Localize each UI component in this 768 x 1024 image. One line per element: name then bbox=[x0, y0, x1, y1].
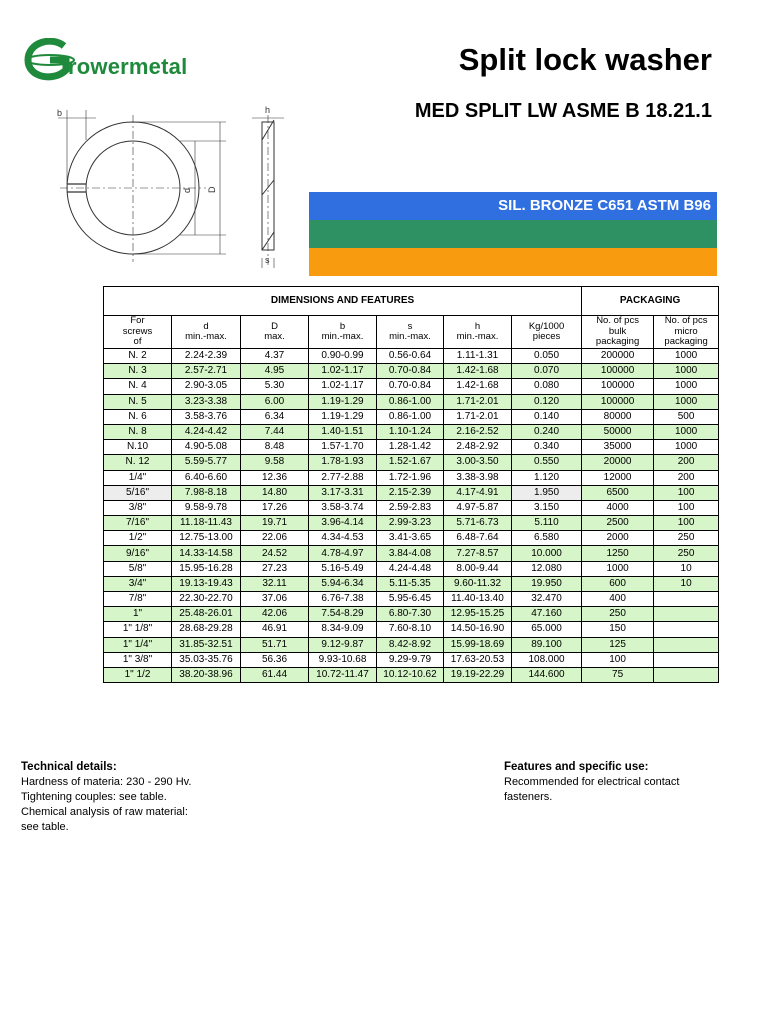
table-cell-s: 3.84-4.08 bbox=[377, 546, 444, 561]
table-cell-screw: 1/2" bbox=[104, 531, 172, 546]
column-header-line: packaging bbox=[664, 336, 708, 348]
table-cell-d: 25.48-26.01 bbox=[172, 607, 241, 622]
table-cell-d: 6.00 bbox=[241, 394, 309, 409]
table-cell-kg: 32.470 bbox=[512, 592, 582, 607]
table-cell-d: 24.52 bbox=[241, 546, 309, 561]
table-cell-d: 31.85-32.51 bbox=[172, 637, 241, 652]
table-cell-d: 7.98-8.18 bbox=[172, 485, 241, 500]
svg-text:s: s bbox=[265, 255, 270, 265]
table-cell-bulk: 100000 bbox=[582, 379, 654, 394]
column-header-b bbox=[309, 316, 377, 349]
column-header-line: min.-max. bbox=[321, 331, 364, 342]
table-row bbox=[104, 561, 719, 576]
table-cell-bulk: 2000 bbox=[582, 531, 654, 546]
table-cell-s: 3.41-3.65 bbox=[377, 531, 444, 546]
table-row bbox=[104, 455, 719, 470]
table-cell-d: 3.23-3.38 bbox=[172, 394, 241, 409]
table-cell-screw: 1/4" bbox=[104, 470, 172, 485]
table-cell-screw: 5/16" bbox=[104, 485, 172, 500]
table-cell-b: 1.40-1.51 bbox=[309, 424, 377, 439]
table-cell-h: 1.42-1.68 bbox=[444, 364, 512, 379]
table-cell-d: 19.71 bbox=[241, 516, 309, 531]
column-header-line: pieces bbox=[532, 331, 561, 342]
table-cell-bulk: 35000 bbox=[582, 440, 654, 455]
table-cell-kg: 10.000 bbox=[512, 546, 582, 561]
column-header-s bbox=[377, 316, 444, 349]
table-row bbox=[104, 607, 719, 622]
table-cell-h: 1.42-1.68 bbox=[444, 379, 512, 394]
table-cell-bulk: 100000 bbox=[582, 364, 654, 379]
table-cell-micro bbox=[654, 607, 719, 622]
table-cell-h: 9.60-11.32 bbox=[444, 576, 512, 591]
column-header-line: max. bbox=[264, 331, 285, 342]
table-cell-d: 46.91 bbox=[241, 622, 309, 637]
table-cell-kg: 12.080 bbox=[512, 561, 582, 576]
table-cell-b: 9.93-10.68 bbox=[309, 652, 377, 667]
table-cell-bulk: 4000 bbox=[582, 500, 654, 515]
table-cell-b: 6.76-7.38 bbox=[309, 592, 377, 607]
table-cell-d: 9.58-9.78 bbox=[172, 500, 241, 515]
column-header-line: b bbox=[339, 320, 346, 332]
table-cell-d: 2.90-3.05 bbox=[172, 379, 241, 394]
table-cell-d: 37.06 bbox=[241, 592, 309, 607]
table-cell-bulk: 200000 bbox=[582, 349, 654, 364]
table-cell-d: 28.68-29.28 bbox=[172, 622, 241, 637]
table-cell-s: 5.95-6.45 bbox=[377, 592, 444, 607]
table-cell-h: 5.71-6.73 bbox=[444, 516, 512, 531]
table-row bbox=[104, 500, 719, 515]
table-cell-screw: 7/8" bbox=[104, 592, 172, 607]
table-cell-bulk: 2500 bbox=[582, 516, 654, 531]
table-cell-b: 3.58-3.74 bbox=[309, 500, 377, 515]
table-cell-h: 12.95-15.25 bbox=[444, 607, 512, 622]
table-cell-micro bbox=[654, 592, 719, 607]
table-cell-s: 0.86-1.00 bbox=[377, 394, 444, 409]
table-cell-kg: 0.050 bbox=[512, 349, 582, 364]
table-cell-bulk: 100 bbox=[582, 652, 654, 667]
table-cell-micro bbox=[654, 637, 719, 652]
column-header-h bbox=[444, 316, 512, 349]
table-row bbox=[104, 485, 719, 500]
table-cell-d: 4.24-4.42 bbox=[172, 424, 241, 439]
table-cell-d: 4.95 bbox=[241, 364, 309, 379]
table-cell-micro: 100 bbox=[654, 500, 719, 515]
table-cell-micro: 1000 bbox=[654, 394, 719, 409]
table-row bbox=[104, 546, 719, 561]
table-cell-s: 1.52-1.67 bbox=[377, 455, 444, 470]
svg-text:b: b bbox=[57, 108, 63, 118]
table-cell-screw: N. 8 bbox=[104, 424, 172, 439]
table-cell-s: 6.80-7.30 bbox=[377, 607, 444, 622]
table-cell-screw: N.10 bbox=[104, 440, 172, 455]
table-cell-micro: 1000 bbox=[654, 440, 719, 455]
table-row bbox=[104, 592, 719, 607]
table-row bbox=[104, 394, 719, 409]
table-row bbox=[104, 440, 719, 455]
table-cell-s: 2.59-2.83 bbox=[377, 500, 444, 515]
table-cell-d: 15.95-16.28 bbox=[172, 561, 241, 576]
table-cell-b: 3.96-4.14 bbox=[309, 516, 377, 531]
table-cell-micro bbox=[654, 652, 719, 667]
table-cell-b: 3.17-3.31 bbox=[309, 485, 377, 500]
table-row bbox=[104, 637, 719, 652]
table-cell-screw: N. 6 bbox=[104, 409, 172, 424]
table-cell-d: 9.58 bbox=[241, 455, 309, 470]
page-title: Split lock washer bbox=[458, 42, 712, 77]
table-cell-kg: 89.100 bbox=[512, 637, 582, 652]
features-line: fasteners. bbox=[504, 791, 553, 803]
table-cell-bulk: 75 bbox=[582, 667, 654, 682]
table-cell-kg: 1.120 bbox=[512, 470, 582, 485]
table-cell-d: 51.71 bbox=[241, 637, 309, 652]
table-cell-screw: N. 12 bbox=[104, 455, 172, 470]
table-cell-screw: 3/8" bbox=[104, 500, 172, 515]
table-cell-micro: 10 bbox=[654, 576, 719, 591]
table-cell-kg: 1.950 bbox=[512, 485, 582, 500]
table-cell-screw: 3/4" bbox=[104, 576, 172, 591]
table-cell-d: 56.36 bbox=[241, 652, 309, 667]
table-cell-b: 5.16-5.49 bbox=[309, 561, 377, 576]
washer-drawing bbox=[30, 100, 290, 270]
table-cell-bulk: 600 bbox=[582, 576, 654, 591]
column-header-line: For bbox=[130, 315, 145, 327]
table-cell-s: 0.70-0.84 bbox=[377, 379, 444, 394]
table-cell-kg: 6.580 bbox=[512, 531, 582, 546]
table-cell-screw: 1" 1/8" bbox=[104, 622, 172, 637]
table-cell-screw: 5/8" bbox=[104, 561, 172, 576]
spec-table bbox=[103, 286, 719, 683]
technical-line: see table. bbox=[21, 821, 69, 833]
table-cell-h: 8.00-9.44 bbox=[444, 561, 512, 576]
table-cell-kg: 0.340 bbox=[512, 440, 582, 455]
table-cell-s: 1.10-1.24 bbox=[377, 424, 444, 439]
column-header-line: h bbox=[474, 320, 481, 332]
column-header-line: of bbox=[133, 336, 142, 348]
table-cell-h: 1.71-2.01 bbox=[444, 409, 512, 424]
table-cell-b: 1.02-1.17 bbox=[309, 364, 377, 379]
table-cell-b: 1.19-1.29 bbox=[309, 394, 377, 409]
table-cell-bulk: 400 bbox=[582, 592, 654, 607]
table-cell-micro: 1000 bbox=[654, 349, 719, 364]
column-headers bbox=[104, 316, 719, 349]
table-cell-h: 19.19-22.29 bbox=[444, 667, 512, 682]
table-row bbox=[104, 531, 719, 546]
table-cell-d: 6.34 bbox=[241, 409, 309, 424]
column-header-line: packaging bbox=[595, 336, 640, 348]
table-cell-s: 0.86-1.00 bbox=[377, 409, 444, 424]
table-cell-bulk: 250 bbox=[582, 607, 654, 622]
table-cell-micro: 10 bbox=[654, 561, 719, 576]
features-use bbox=[504, 760, 734, 805]
table-cell-bulk: 100000 bbox=[582, 394, 654, 409]
table-cell-micro: 200 bbox=[654, 455, 719, 470]
table-cell-s: 8.42-8.92 bbox=[377, 637, 444, 652]
table-cell-d: 27.23 bbox=[241, 561, 309, 576]
table-cell-d: 6.40-6.60 bbox=[172, 470, 241, 485]
features-line: Recommended for electrical contact bbox=[504, 776, 680, 788]
table-cell-d: 61.44 bbox=[241, 667, 309, 682]
table-row bbox=[104, 667, 719, 682]
table-cell-micro: 200 bbox=[654, 470, 719, 485]
table-cell-d: 8.48 bbox=[241, 440, 309, 455]
column-header-line: micro bbox=[674, 325, 698, 337]
table-cell-micro bbox=[654, 622, 719, 637]
table-cell-screw: 7/16" bbox=[104, 516, 172, 531]
table-cell-micro: 1000 bbox=[654, 364, 719, 379]
table-cell-b: 1.02-1.17 bbox=[309, 379, 377, 394]
table-cell-b: 5.94-6.34 bbox=[309, 576, 377, 591]
column-header-line: min.-max. bbox=[456, 331, 499, 342]
table-cell-kg: 3.150 bbox=[512, 500, 582, 515]
table-cell-h: 14.50-16.90 bbox=[444, 622, 512, 637]
table-cell-d: 42.06 bbox=[241, 607, 309, 622]
table-cell-d: 17.26 bbox=[241, 500, 309, 515]
table-cell-screw: 1" 1/4" bbox=[104, 637, 172, 652]
table-cell-bulk: 80000 bbox=[582, 409, 654, 424]
material-band-orange bbox=[309, 248, 717, 276]
table-row bbox=[104, 364, 719, 379]
table-cell-kg: 108.000 bbox=[512, 652, 582, 667]
table-cell-screw: N. 3 bbox=[104, 364, 172, 379]
table-cell-b: 8.34-9.09 bbox=[309, 622, 377, 637]
table-cell-b: 7.54-8.29 bbox=[309, 607, 377, 622]
table-cell-kg: 0.080 bbox=[512, 379, 582, 394]
table-cell-kg: 0.550 bbox=[512, 455, 582, 470]
table-cell-screw: N. 4 bbox=[104, 379, 172, 394]
table-cell-h: 6.48-7.64 bbox=[444, 531, 512, 546]
technical-line: Tightening couples: see table. bbox=[21, 791, 167, 803]
table-cell-d: 19.13-19.43 bbox=[172, 576, 241, 591]
table-cell-h: 2.48-2.92 bbox=[444, 440, 512, 455]
table-cell-d: 4.37 bbox=[241, 349, 309, 364]
table-cell-h: 17.63-20.53 bbox=[444, 652, 512, 667]
column-header-d bbox=[241, 316, 309, 349]
table-row bbox=[104, 652, 719, 667]
table-cell-kg: 0.140 bbox=[512, 409, 582, 424]
table-cell-d: 3.58-3.76 bbox=[172, 409, 241, 424]
technical-line: Chemical analysis of raw material: bbox=[21, 806, 188, 818]
column-header-line: D bbox=[271, 320, 278, 332]
table-cell-micro: 250 bbox=[654, 546, 719, 561]
table-cell-kg: 144.600 bbox=[512, 667, 582, 682]
table-cell-h: 4.97-5.87 bbox=[444, 500, 512, 515]
table-cell-bulk: 6500 bbox=[582, 485, 654, 500]
table-cell-b: 2.77-2.88 bbox=[309, 470, 377, 485]
dimensions-header: DIMENSIONS AND FEATURES bbox=[104, 287, 582, 316]
table-row bbox=[104, 424, 719, 439]
table-cell-screw: N. 2 bbox=[104, 349, 172, 364]
table-cell-s: 5.11-5.35 bbox=[377, 576, 444, 591]
table-row bbox=[104, 409, 719, 424]
column-header-micro bbox=[654, 316, 719, 349]
table-cell-b: 1.19-1.29 bbox=[309, 409, 377, 424]
column-header-line: d bbox=[203, 320, 209, 332]
table-cell-kg: 47.160 bbox=[512, 607, 582, 622]
table-row bbox=[104, 622, 719, 637]
table-cell-d: 35.03-35.76 bbox=[172, 652, 241, 667]
table-cell-h: 1.71-2.01 bbox=[444, 394, 512, 409]
table-cell-screw: N. 5 bbox=[104, 394, 172, 409]
table-cell-kg: 0.070 bbox=[512, 364, 582, 379]
column-header-line: Kg/1000 bbox=[528, 320, 565, 332]
svg-text:h: h bbox=[265, 105, 271, 115]
table-cell-s: 0.70-0.84 bbox=[377, 364, 444, 379]
spec-table-body bbox=[104, 349, 719, 683]
table-cell-b: 10.72-11.47 bbox=[309, 667, 377, 682]
features-heading: Features and specific use: bbox=[504, 761, 649, 773]
technical-details bbox=[21, 760, 261, 835]
table-cell-s: 0.56-0.64 bbox=[377, 349, 444, 364]
table-cell-screw: 1" bbox=[104, 607, 172, 622]
table-cell-micro: 250 bbox=[654, 531, 719, 546]
page-subtitle: MED SPLIT LW ASME B 18.21.1 bbox=[414, 100, 712, 122]
column-header-line: s bbox=[407, 320, 413, 332]
table-cell-kg: 19.950 bbox=[512, 576, 582, 591]
table-cell-b: 0.90-0.99 bbox=[309, 349, 377, 364]
column-header-kg bbox=[512, 316, 582, 349]
column-header-line: bulk bbox=[608, 325, 627, 337]
table-cell-micro bbox=[654, 667, 719, 682]
table-cell-s: 7.60-8.10 bbox=[377, 622, 444, 637]
table-cell-s: 2.99-3.23 bbox=[377, 516, 444, 531]
table-cell-b: 9.12-9.87 bbox=[309, 637, 377, 652]
column-header-line: min.-max. bbox=[389, 331, 431, 342]
table-cell-bulk: 150 bbox=[582, 622, 654, 637]
table-cell-s: 10.12-10.62 bbox=[377, 667, 444, 682]
table-cell-d: 32.11 bbox=[241, 576, 309, 591]
table-cell-kg: 0.120 bbox=[512, 394, 582, 409]
table-cell-bulk: 12000 bbox=[582, 470, 654, 485]
table-cell-bulk: 50000 bbox=[582, 424, 654, 439]
table-cell-h: 2.16-2.52 bbox=[444, 424, 512, 439]
table-cell-h: 11.40-13.40 bbox=[444, 592, 512, 607]
column-header-line: No. of pcs bbox=[664, 315, 708, 327]
table-cell-h: 3.00-3.50 bbox=[444, 455, 512, 470]
table-cell-b: 1.57-1.70 bbox=[309, 440, 377, 455]
table-cell-d: 5.30 bbox=[241, 379, 309, 394]
table-cell-b: 4.34-4.53 bbox=[309, 531, 377, 546]
table-cell-s: 1.28-1.42 bbox=[377, 440, 444, 455]
table-cell-d: 5.59-5.77 bbox=[172, 455, 241, 470]
column-header-bulk bbox=[582, 316, 654, 349]
table-cell-micro: 100 bbox=[654, 516, 719, 531]
table-cell-s: 2.15-2.39 bbox=[377, 485, 444, 500]
svg-text:D: D bbox=[207, 186, 217, 193]
table-cell-h: 15.99-18.69 bbox=[444, 637, 512, 652]
material-band-green bbox=[309, 220, 717, 248]
table-cell-kg: 5.110 bbox=[512, 516, 582, 531]
table-cell-d: 22.30-22.70 bbox=[172, 592, 241, 607]
table-cell-d: 22.06 bbox=[241, 531, 309, 546]
column-header-line: min.-max. bbox=[185, 331, 227, 342]
table-cell-bulk: 1000 bbox=[582, 561, 654, 576]
column-header-line: No. of pcs bbox=[596, 315, 639, 327]
table-cell-screw: 1" 3/8" bbox=[104, 652, 172, 667]
table-cell-h: 1.11-1.31 bbox=[444, 349, 512, 364]
table-cell-s: 4.24-4.48 bbox=[377, 561, 444, 576]
table-row bbox=[104, 516, 719, 531]
table-cell-s: 9.29-9.79 bbox=[377, 652, 444, 667]
table-cell-d: 12.36 bbox=[241, 470, 309, 485]
table-cell-s: 1.72-1.96 bbox=[377, 470, 444, 485]
growermetal-logo bbox=[24, 38, 236, 84]
table-cell-micro: 100 bbox=[654, 485, 719, 500]
table-cell-d: 2.24-2.39 bbox=[172, 349, 241, 364]
table-cell-micro: 1000 bbox=[654, 379, 719, 394]
svg-text:d: d bbox=[182, 187, 192, 193]
table-cell-b: 1.78-1.93 bbox=[309, 455, 377, 470]
table-cell-bulk: 20000 bbox=[582, 455, 654, 470]
table-cell-h: 4.17-4.91 bbox=[444, 485, 512, 500]
table-cell-micro: 1000 bbox=[654, 424, 719, 439]
packaging-header: PACKAGING bbox=[582, 287, 719, 316]
technical-heading: Technical details: bbox=[21, 761, 117, 773]
table-row bbox=[104, 379, 719, 394]
table-cell-d: 7.44 bbox=[241, 424, 309, 439]
table-row bbox=[104, 470, 719, 485]
column-header-d bbox=[172, 316, 241, 349]
table-cell-d: 14.33-14.58 bbox=[172, 546, 241, 561]
table-cell-screw: 1" 1/2 bbox=[104, 667, 172, 682]
table-cell-d: 11.18-11.43 bbox=[172, 516, 241, 531]
table-cell-kg: 65.000 bbox=[512, 622, 582, 637]
table-cell-micro: 500 bbox=[654, 409, 719, 424]
table-row bbox=[104, 576, 719, 591]
table-cell-screw: 9/16" bbox=[104, 546, 172, 561]
table-cell-kg: 0.240 bbox=[512, 424, 582, 439]
table-cell-d: 38.20-38.96 bbox=[172, 667, 241, 682]
table-cell-d: 4.90-5.08 bbox=[172, 440, 241, 455]
table-cell-b: 4.78-4.97 bbox=[309, 546, 377, 561]
table-cell-bulk: 1250 bbox=[582, 546, 654, 561]
material-band: SIL. BRONZE C651 ASTM B96 bbox=[309, 192, 717, 220]
table-cell-d: 12.75-13.00 bbox=[172, 531, 241, 546]
table-cell-bulk: 125 bbox=[582, 637, 654, 652]
table-cell-d: 14.80 bbox=[241, 485, 309, 500]
table-cell-h: 3.38-3.98 bbox=[444, 470, 512, 485]
column-header-line: screws bbox=[122, 325, 153, 337]
table-cell-h: 7.27-8.57 bbox=[444, 546, 512, 561]
technical-line: Hardness of materia: 230 - 290 Hv. bbox=[21, 776, 192, 788]
column-header-screw bbox=[104, 316, 172, 349]
table-row bbox=[104, 349, 719, 364]
logo-text: rowermetal bbox=[68, 54, 188, 79]
table-cell-d: 2.57-2.71 bbox=[172, 364, 241, 379]
